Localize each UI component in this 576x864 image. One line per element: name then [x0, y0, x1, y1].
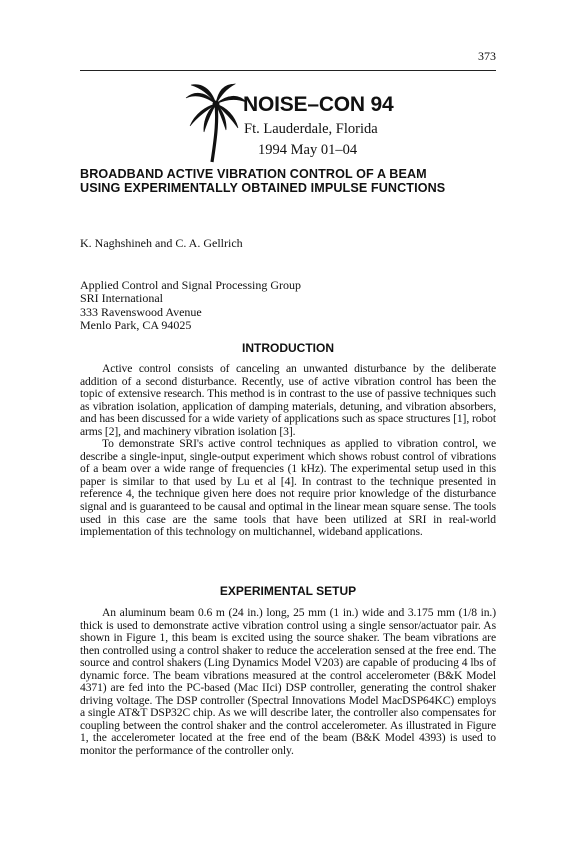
affiliation-line: Applied Control and Signal Processing Group: [80, 278, 301, 292]
conference-date: 1994 May 01–04: [258, 142, 358, 158]
paragraph: To demonstrate SRI's active control techniques as applied to vibration control, we describe a single-input, single-output experiment which shows robust control of vibrations of a beam over a wide range of frequencies (1 kHz). The experimental setup used in this paper is similar to that used by Lu et al [4]. In contrast to the technique presented in reference 4, the technique given here does not require prior knowledge of the disturbance signal and is guaranteed to be causal and optimal in the linear mean square sense. The tools used in this case are the same tools that have been utilized at SRI in real-world implementation of this technology on multichannel, wideband applications.: [80, 437, 496, 539]
introduction-body: [80, 363, 496, 539]
paragraph: An aluminum beam 0.6 m (24 in.) long, 25 mm (1 in.) wide and 3.175 mm (1/8 in.) thick is used to demonstrate active vibration control using a single sensor/actuator pair. As shown in Figure 1, this beam is excited using the source shaker. The beam vibrations are then controlled using a control shaker to reduce the acceleration sensed at the free end. The source and control shakers (Ling Dynamics Model V203) are capable of producing 4 lbs of dynamic force. The beam vibrations measured at the control accelerometer (B&K Model 4371) are fed into the PC-based (Mac IIci) DSP controller, generating the control shaker driving voltage. The DSP controller (Spectral Innovations Model MacDSP64KC) employs a single AT&T DSP32C chip. As we will describe later, the controller also compensates for coupling between the control shaker and the control accelerometer. As illustrated in Figure 1, the accelerometer located at the free end of the beam (B&K Model 4393) is used to monitor the performance of the controller only.: [80, 606, 496, 758]
authors: K. Naghshineh and C. A. Gellrich: [80, 236, 243, 250]
page-number: 373: [478, 49, 496, 63]
paper-title: [80, 167, 500, 195]
affiliation-line: Menlo Park, CA 94025: [80, 318, 192, 333]
paper-title-line-1: BROADBAND ACTIVE VIBRATION CONTROL OF A BEAM: [80, 167, 427, 181]
section-heading-experimental-setup: EXPERIMENTAL SETUP: [219, 584, 357, 598]
conference-name: NOISE–CON 94: [243, 93, 394, 116]
paper-title-line-2: USING EXPERIMENTALLY OBTAINED IMPULSE FUNCTIONS: [80, 181, 446, 195]
conference-location: Ft. Lauderdale, Florida: [244, 121, 378, 137]
header-rule: [80, 70, 496, 71]
section-heading-introduction: INTRODUCTION: [242, 341, 334, 355]
affiliation: [80, 279, 301, 333]
affiliation-line: 333 Ravenswood Avenue: [80, 304, 202, 319]
experimental-setup-body: [80, 607, 496, 758]
palm-tree-logo: [185, 82, 247, 164]
affiliation-line: SRI International: [80, 291, 163, 306]
paragraph: Active control consists of canceling an unwanted disturbance by the deliberate addition of a second disturbance. Recently, use of active vibration control has been the topic of extensive research. This method is in contrast to the use of passive techniques such as vibration isolation, application of damping materials, detuning, and vibration absorbers, and has been discussed for a wide variety of applications such as space structures [1], robot arms [2], and machinery vibration isolation [3].: [80, 362, 496, 438]
